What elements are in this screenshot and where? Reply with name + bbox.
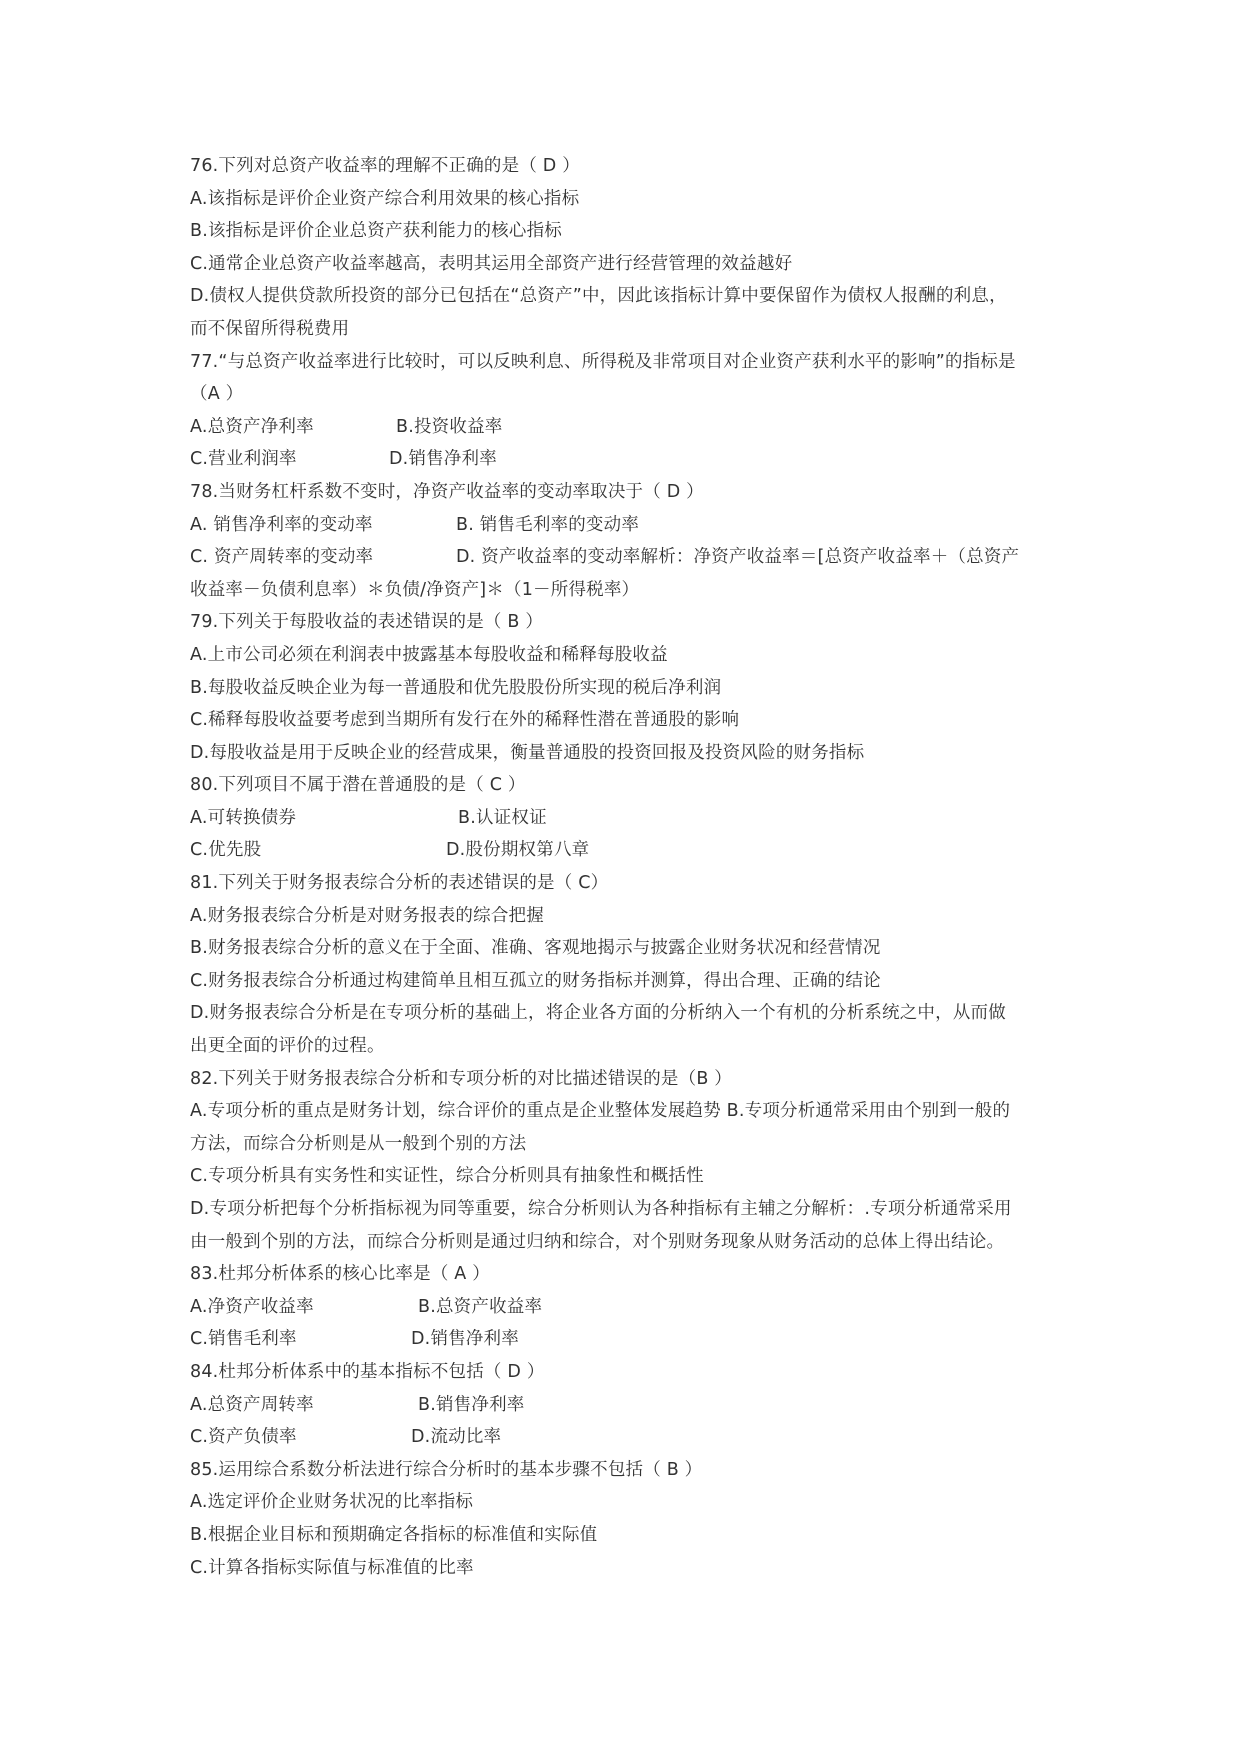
option-row [190, 802, 1065, 835]
option-text: A.该指标是评价企业资产综合利用效果的核心指标 [190, 188, 580, 209]
option-row [190, 1291, 1065, 1324]
option-d: D.销售净利率 [411, 1329, 519, 1350]
option-a: A.可转换债券 [190, 807, 297, 828]
question-76: 76.下列对总资产收益率的理解不正确的是（ D ） [190, 156, 580, 176]
option-b: B.认证权证 [458, 807, 547, 828]
question-84: 84.杜邦分析体系中的基本指标不包括（ D ） [190, 1361, 545, 1382]
option-row [190, 1323, 1065, 1356]
option-b: B.销售净利率 [418, 1394, 525, 1415]
question-82: 82.下列关于财务报表综合分析和专项分析的对比描述错误的是（B ） [190, 1068, 732, 1089]
option-text: 方法，而综合分析则是从一般到个别的方法 [190, 1133, 527, 1154]
option-d: D.股份期权第八章 [446, 840, 590, 861]
question-list [190, 150, 1065, 1584]
option-row [190, 443, 1065, 476]
option-text: C.通常企业总资产收益率越高，表明其运用全部资产进行经营管理的效益越好 [190, 253, 793, 274]
option-text: 而不保留所得税费用 [190, 318, 350, 339]
option-b: B. 销售毛利率的变动率 [456, 514, 640, 535]
option-d: D.流动比率 [411, 1427, 502, 1448]
question-80: 80.下列项目不属于潜在普通股的是（ C ） [190, 775, 526, 796]
option-text: D.财务报表综合分析是在专项分析的基础上，将企业各方面的分析纳入一个有机的分析系统之中，从而做 [190, 1003, 1006, 1024]
option-a: A.总资产净利率 [190, 416, 314, 437]
question-83: 83.杜邦分析体系的核心比率是（ A ） [190, 1264, 490, 1285]
option-text: B.财务报表综合分析的意义在于全面、准确、客观地揭示与披露企业财务状况和经营情况 [190, 938, 881, 959]
option-text: D.专项分析把每个分析指标视为同等重要，综合分析则认为各种指标有主辅之分解析：.专项分析通常采用 [190, 1199, 1012, 1219]
option-row [190, 834, 1065, 867]
option-text: A.选定评价企业财务状况的比率指标 [190, 1492, 474, 1513]
analysis-text: 由一般到个别的方法，而综合分析则是通过归纳和综合，对个别财务现象从财务活动的总体上得出结论。 [190, 1231, 1005, 1252]
option-row [190, 1389, 1065, 1422]
option-d: D. 资产收益率的变动率解析：净资产收益率＝[总资产收益率＋（总资产 [456, 547, 1020, 568]
option-text: 出更全面的评价的过程。 [190, 1036, 385, 1057]
option-d: D.销售净利率 [389, 449, 497, 470]
option-text: C.计算各指标实际值与标准值的比率 [190, 1557, 474, 1578]
option-text: D.每股收益是用于反映企业的经营成果，衡量普通股的投资回报及投资风险的财务指标 [190, 742, 865, 763]
option-c: C.优先股 [190, 840, 262, 861]
option-b: B.投资收益率 [396, 416, 503, 437]
option-text: A.上市公司必须在利润表中披露基本每股收益和稀释每股收益 [190, 644, 668, 665]
question-78: 78.当财务杠杆系数不变时，净资产收益率的变动率取决于（ D ） [190, 481, 704, 502]
option-a: A.净资产收益率 [190, 1296, 314, 1317]
question-85: 85.运用综合系数分析法进行综合分析时的基本步骤不包括（ B ） [190, 1459, 703, 1480]
option-text: A.专项分析的重点是财务计划，综合评价的重点是企业整体发展趋势 B.专项分析通常采用由个别到一般的 [190, 1101, 1011, 1122]
answer-text: （A ） [190, 384, 244, 405]
option-row [190, 541, 1065, 574]
question-77: 77.“与总资产收益率进行比较时，可以反映利息、所得税及非常项目对企业资产获利水平的影响”的指标是 [190, 351, 1016, 372]
option-text: B.根据企业目标和预期确定各指标的标准值和实际值 [190, 1524, 598, 1545]
option-row [190, 509, 1065, 542]
option-row [190, 411, 1065, 444]
option-text: C.专项分析具有实务性和实证性，综合分析则具有抽象性和概括性 [190, 1166, 704, 1187]
question-79: 79.下列关于每股收益的表述错误的是（ B ） [190, 612, 544, 633]
option-text: C.稀释每股收益要考虑到当期所有发行在外的稀释性潜在普通股的影响 [190, 710, 740, 731]
question-81: 81.下列关于财务报表综合分析的表述错误的是（ C） [190, 873, 609, 894]
option-text: D.债权人提供贷款所投资的部分已包括在“总资产”中，因此该指标计算中要保留作为债权人报酬的利息， [190, 286, 1007, 307]
option-c: C.销售毛利率 [190, 1329, 297, 1350]
option-a: A.总资产周转率 [190, 1394, 314, 1415]
option-text: B.该指标是评价企业总资产获利能力的核心指标 [190, 221, 562, 242]
option-row [190, 1421, 1065, 1454]
option-c: C.资产负债率 [190, 1427, 297, 1448]
option-b: B.总资产收益率 [418, 1296, 543, 1317]
option-c: C.营业利润率 [190, 449, 297, 470]
option-text: A.财务报表综合分析是对财务报表的综合把握 [190, 905, 544, 926]
option-text: B.每股收益反映企业为每一普通股和优先股股份所实现的税后净利润 [190, 677, 722, 698]
analysis-text: 收益率－负债利息率）＊负债/净资产]＊（1－所得税率） [190, 579, 640, 600]
option-text: C.财务报表综合分析通过构建简单且相互孤立的财务指标并测算，得出合理、正确的结论 [190, 970, 881, 991]
option-a: A. 销售净利率的变动率 [190, 514, 373, 535]
option-c: C. 资产周转率的变动率 [190, 547, 374, 568]
